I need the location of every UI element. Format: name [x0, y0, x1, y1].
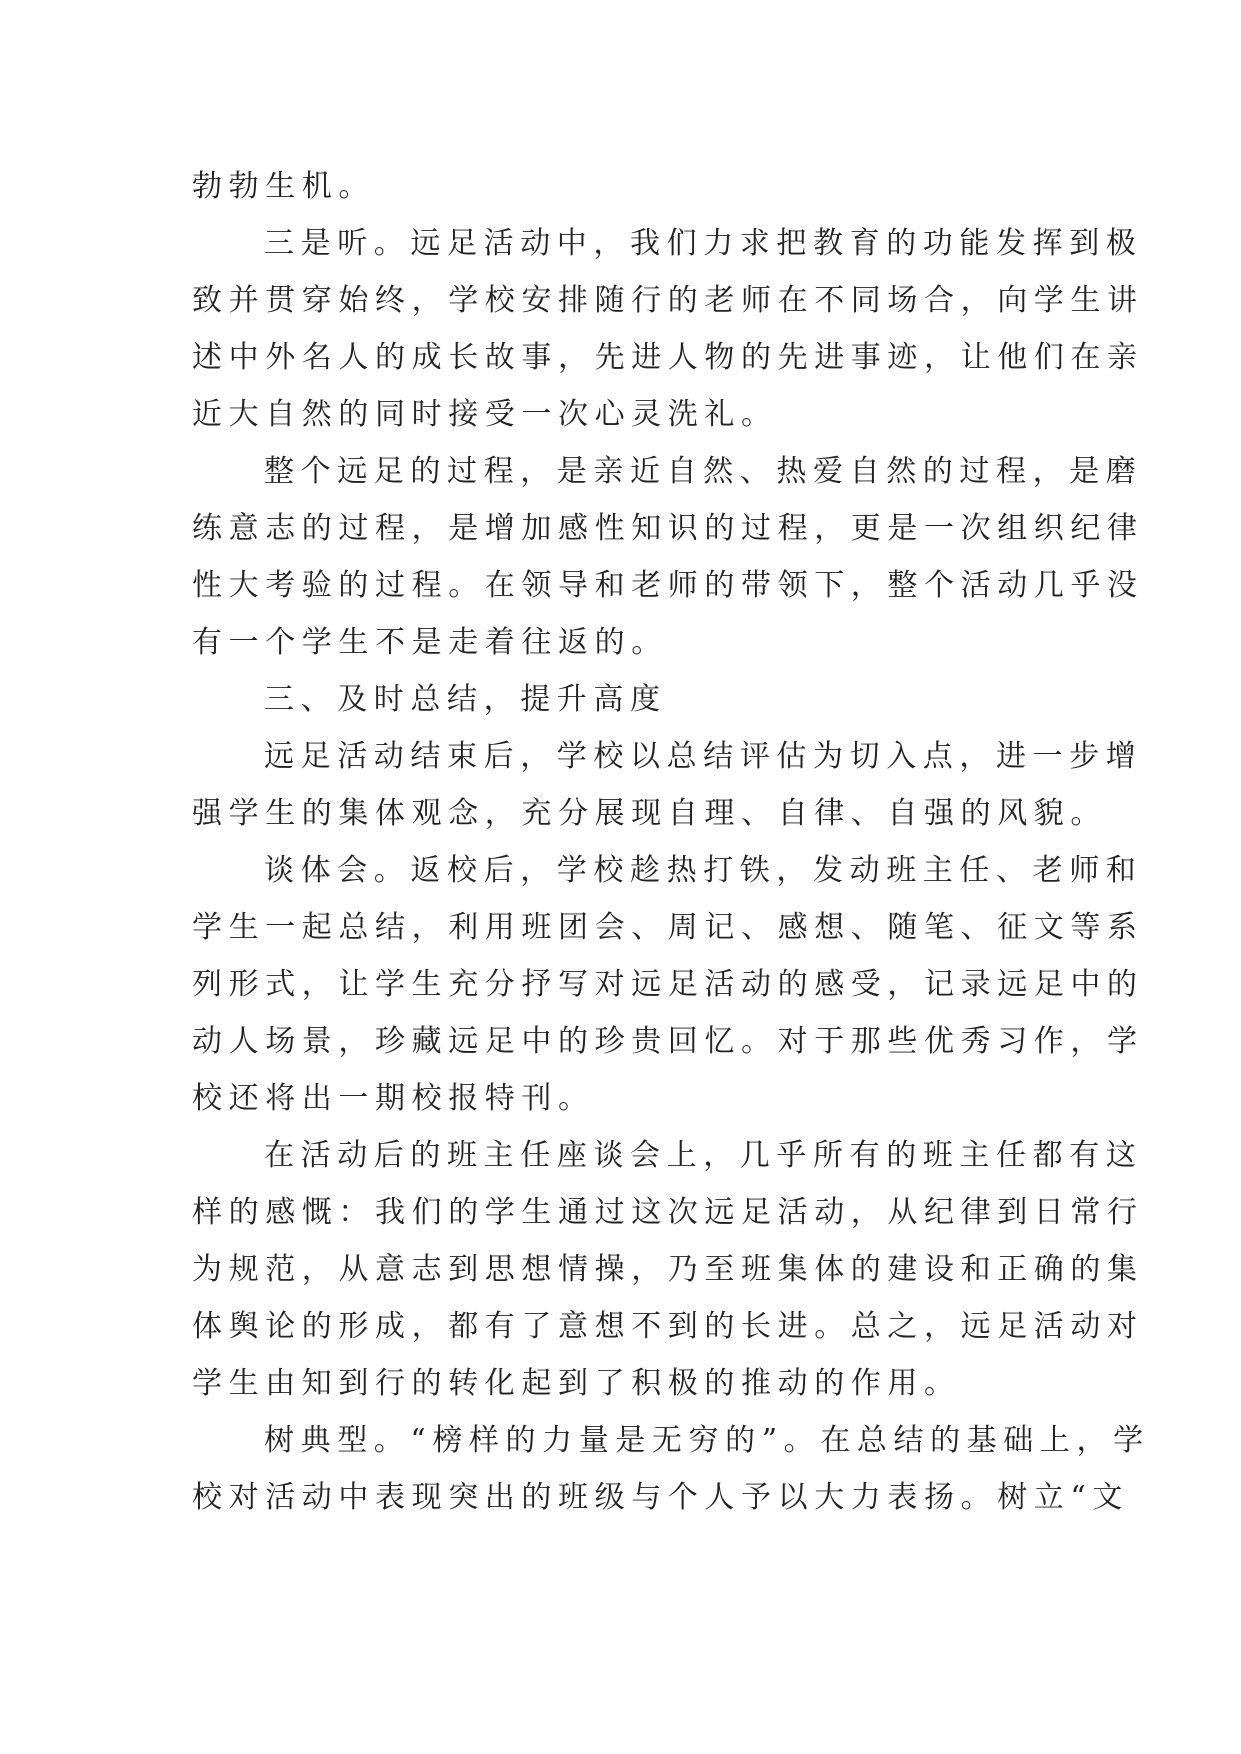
text-line: 勃勃生机。 — [192, 169, 375, 204]
text-line: 述中外名人的成长故事，先进人物的先进事迹，让他们在亲 — [192, 340, 1144, 375]
text-line: 样的感慨：我们的学生通过这次远足活动，从纪律到日常行 — [192, 1195, 1144, 1230]
text-line: 学生一起总结，利用班团会、周记、感想、随笔、征文等系 — [192, 910, 1144, 945]
text-line: 整个远足的过程，是亲近自然、热爱自然的过程，是磨 — [264, 454, 1143, 489]
text-line: 远足活动结束后，学校以总结评估为切入点，进一步增 — [264, 739, 1143, 774]
text-line: 为规范，从意志到思想情操，乃至班集体的建设和正确的集 — [192, 1252, 1144, 1287]
text-line: 动人场景，珍藏远足中的珍贵回忆。对于那些优秀习作，学 — [192, 1024, 1144, 1059]
text-line: 三是听。远足活动中，我们力求把教育的功能发挥到极 — [264, 226, 1143, 261]
text-line: 学生由知到行的转化起到了积极的推动的作用。 — [192, 1366, 961, 1401]
text-line: 性大考验的过程。在领导和老师的带领下，整个活动几乎没 — [192, 568, 1144, 603]
text-line: 有一个学生不是走着往返的。 — [192, 625, 668, 660]
text-line: 体舆论的形成，都有了意想不到的长进。总之，远足活动对 — [192, 1309, 1144, 1344]
text-line: 强学生的集体观念，充分展现自理、自律、自强的风貌。 — [192, 796, 1107, 831]
text-line: 练意志的过程，是增加感性知识的过程，更是一次组织纪律 — [192, 511, 1144, 546]
text-line: 列形式，让学生充分抒写对远足活动的感受，记录远足中的 — [192, 967, 1144, 1002]
text-line: 校对活动中表现突出的班级与个人予以大力表扬。树立“文 — [192, 1480, 1129, 1515]
text-line: 致并贯穿始终，学校安排随行的老师在不同场合，向学生讲 — [192, 283, 1144, 318]
body-text — [192, 158, 1150, 1526]
text-line: 在活动后的班主任座谈会上，几乎所有的班主任都有这 — [264, 1138, 1143, 1173]
text-line: 近大自然的同时接受一次心灵洗礼。 — [192, 397, 778, 432]
text-line: 校还将出一期校报特刊。 — [192, 1081, 595, 1116]
text-line: 三、及时总结，提升高度 — [264, 682, 667, 717]
text-line: 谈体会。返校后，学校趁热打铁，发动班主任、老师和 — [264, 853, 1143, 888]
text-line: 树典型。“榜样的力量是无穷的”。在总结的基础上，学 — [264, 1423, 1150, 1458]
